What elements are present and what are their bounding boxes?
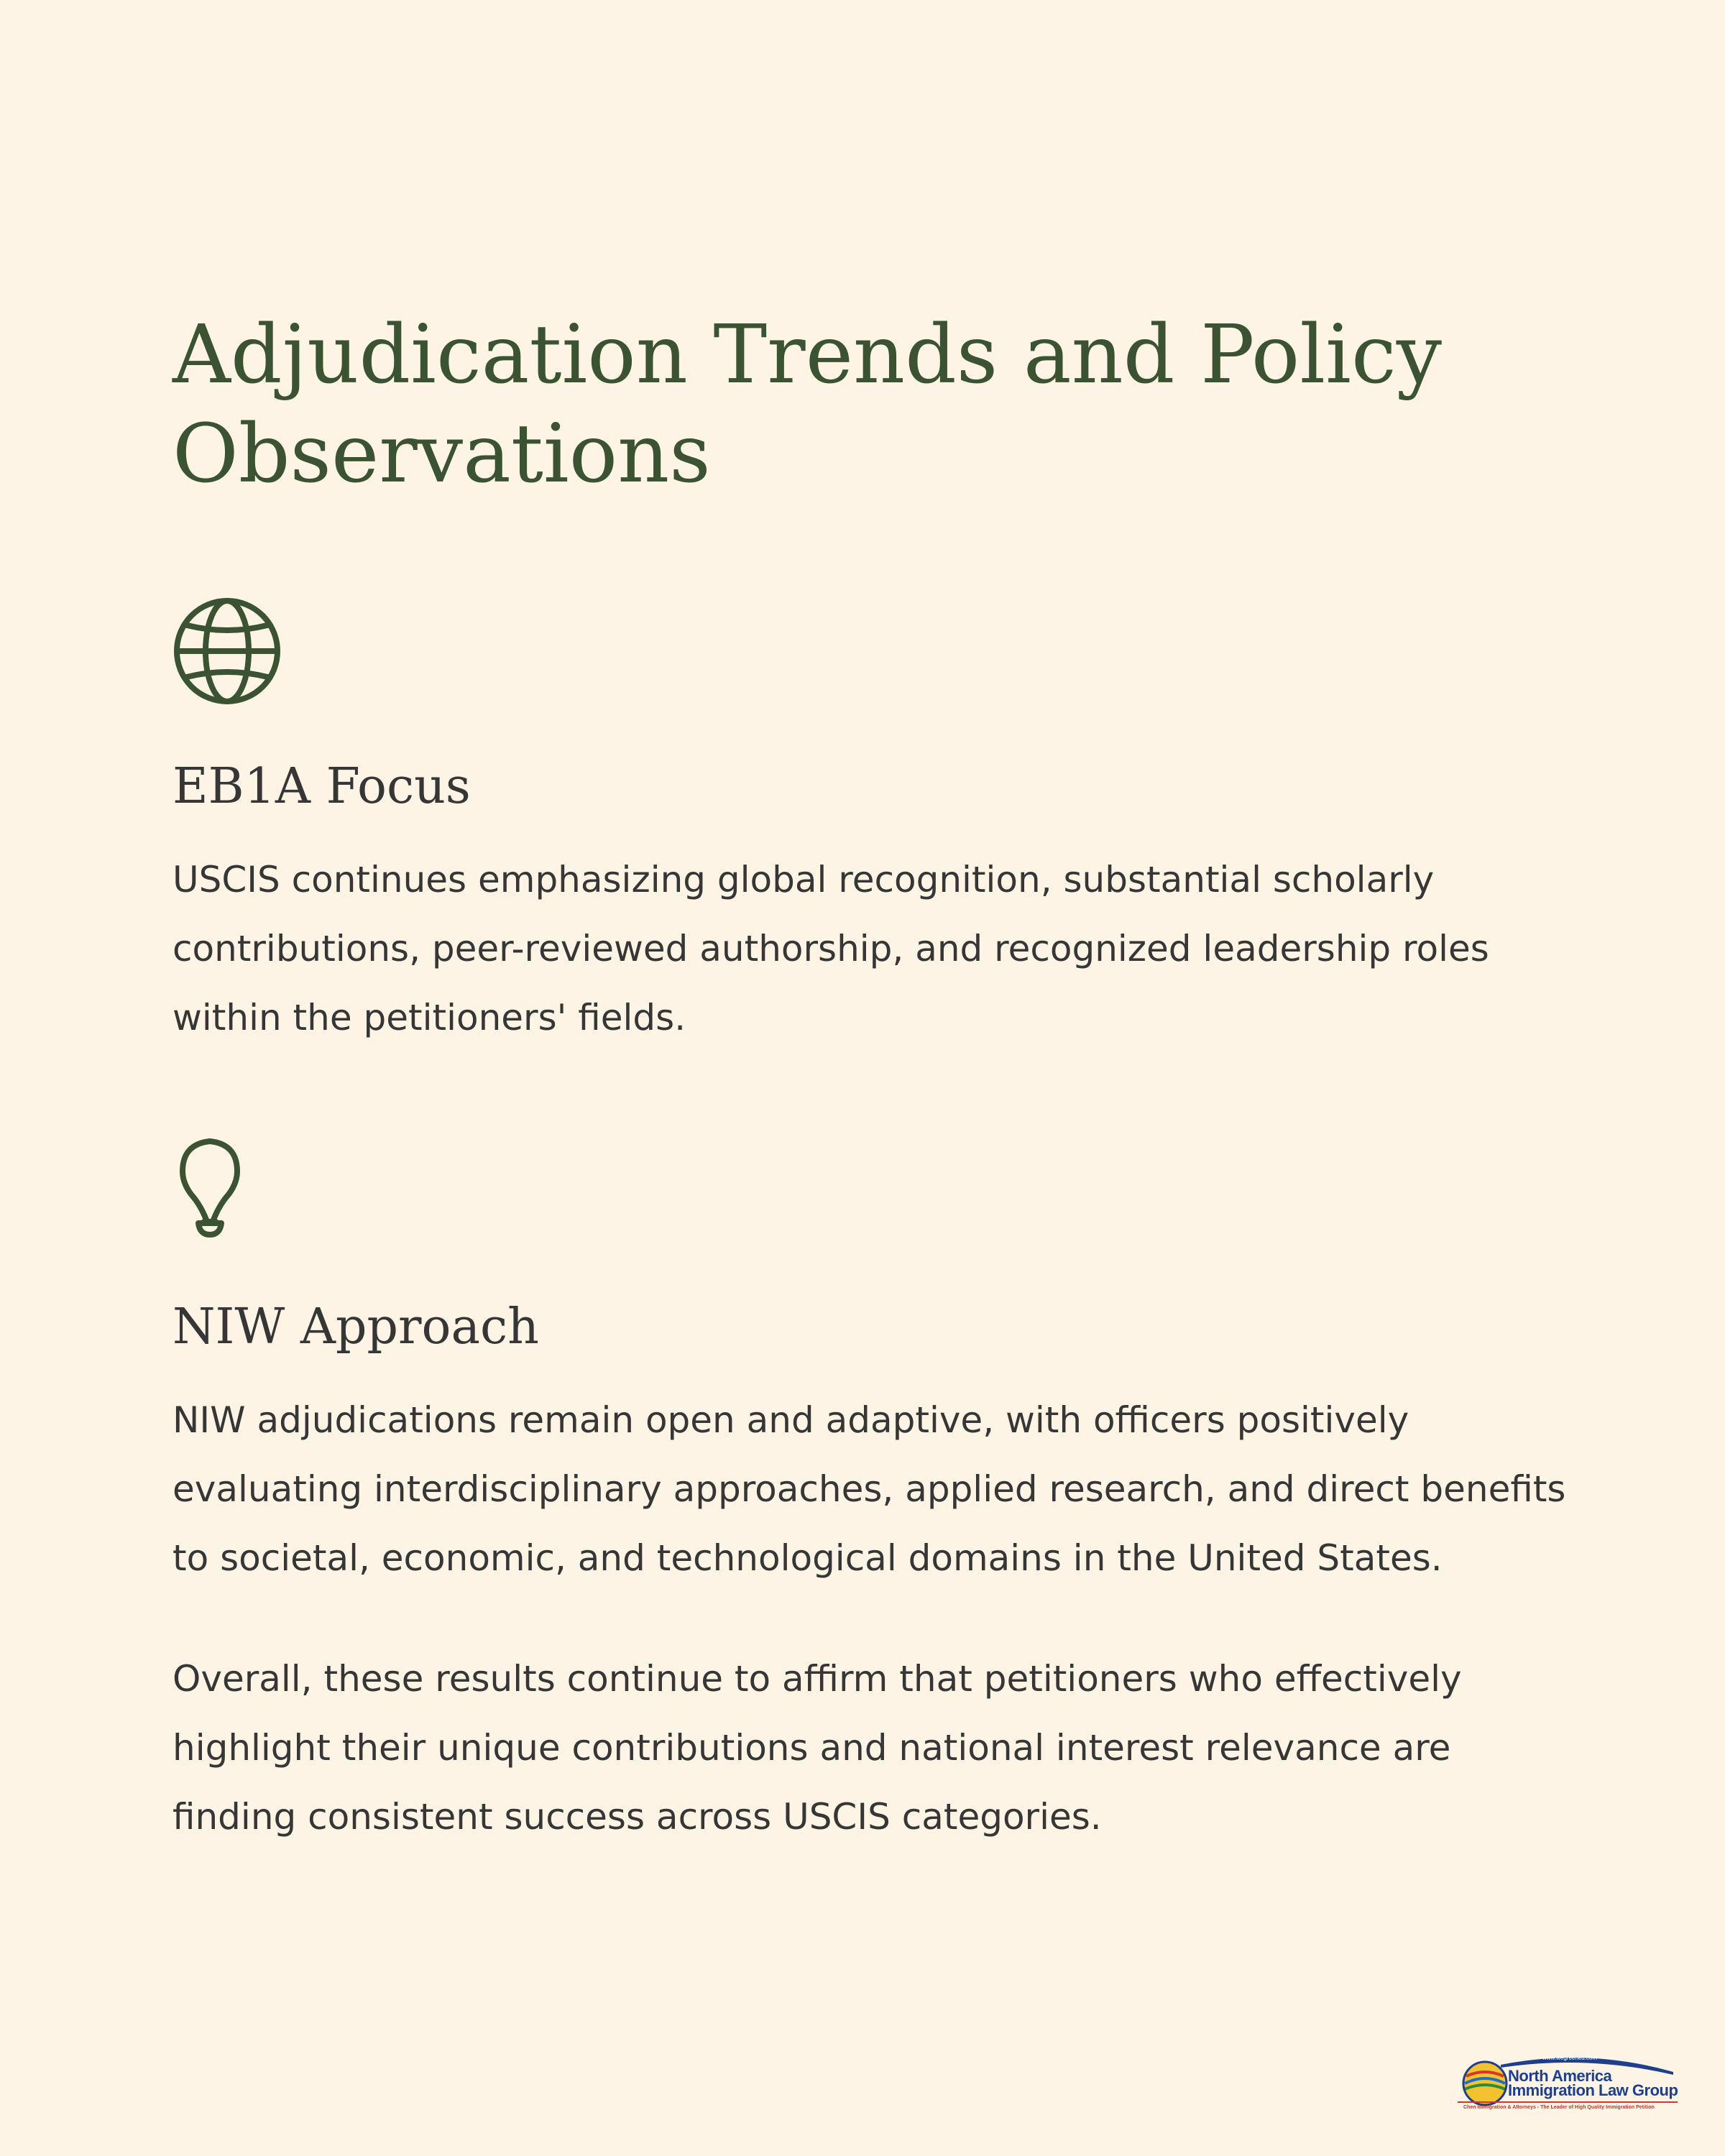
lightbulb-icon <box>172 1137 282 1246</box>
logo-name-line2: Immigration Law Group <box>1508 2081 1678 2099</box>
logo-name-line1: North America <box>1508 2067 1612 2085</box>
conclusion-paragraph: Overall, these results continue to affirm that petitioners who effectively highlight their unique contributions and national interest relevance are finding consistent success across USCIS categories. <box>172 1658 1462 1838</box>
section-body-niw: NIW adjudications remain open and adaptive, with officers positively evaluating interdisciplinary approaches, applied research, and direct benefits to societal, economic, and technological domains in the United States. <box>172 1399 1566 1579</box>
page-title: Adjudication Trends and Policy Observations <box>172 308 1442 501</box>
logo-url: www.wegreened.com <box>1542 2055 1598 2061</box>
company-logo <box>1458 2052 1678 2118</box>
section-heading-eb1a: EB1A Focus <box>172 758 471 815</box>
globe-icon <box>172 596 282 706</box>
section-heading-niw: NIW Approach <box>172 1299 539 1355</box>
section-body-eb1a: USCIS continues emphasizing global recognition, substantial scholarly contributions, peer-reviewed authorship, and recognized leadership roles within the petitioners' fields. <box>172 859 1489 1038</box>
logo-tagline: Chen Immigration & Attorneys - The Leader of High Quality Immigration Petition <box>1463 2105 1655 2110</box>
